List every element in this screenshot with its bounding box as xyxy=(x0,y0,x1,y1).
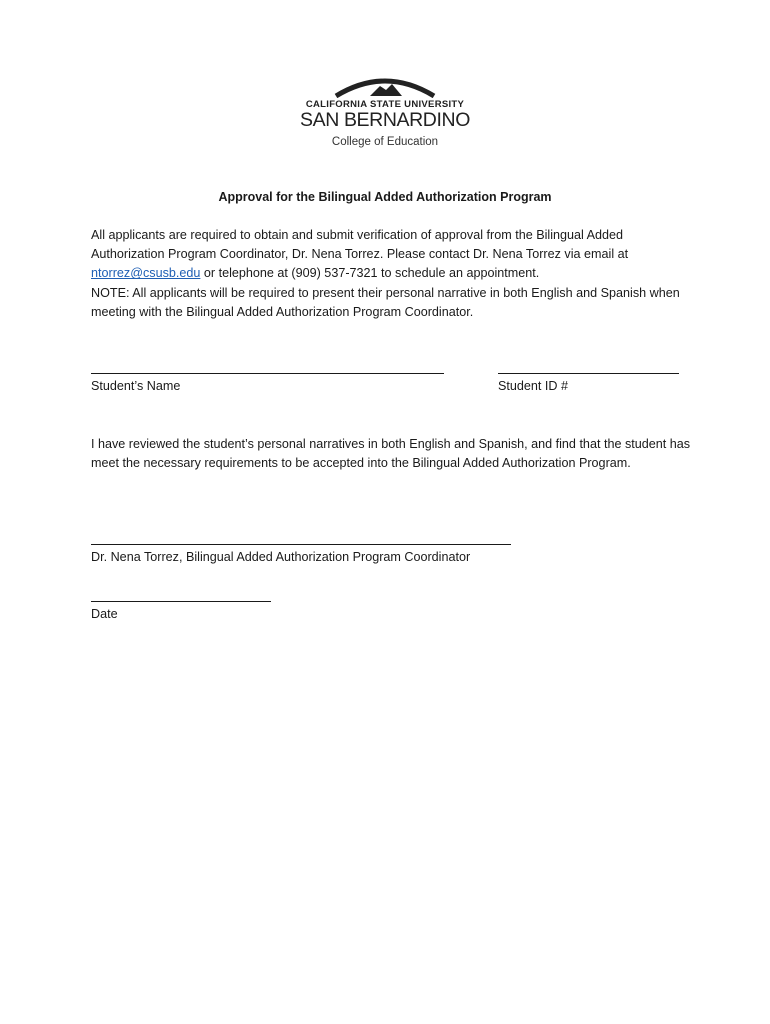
date-label: Date xyxy=(91,607,118,621)
logo-line-campus: SAN BERNARDINO xyxy=(300,109,470,131)
coordinator-signature-line[interactable] xyxy=(91,544,511,545)
date-signature-line[interactable] xyxy=(91,601,271,602)
review-paragraph: I have reviewed the student’s personal narratives in both English and Spanish, and find that the student has meet the necessary requirements to be accepted into the Bilingual Added Authorization Program. xyxy=(91,437,691,471)
student-id-label: Student ID # xyxy=(498,379,569,393)
coordinator-label: Dr. Nena Torrez, Bilingual Added Authorization Program Coordinator xyxy=(91,550,471,564)
email-link[interactable]: ntorrez@csusb.edu xyxy=(91,266,201,281)
intro-text: All applicants are required to obtain and submit verification of approval from the Bilingual Added Authorization Program Coordinator, Dr. Nena Torrez. Please contact Dr. Nena Torrez via email at xyxy=(91,228,629,262)
note-text: NOTE: All applicants will be required to present their personal narrative in both English and Spanish when meeting with the Bilingual Added Authorization Program Coordinator. xyxy=(91,285,680,319)
logo-line-university: CALIFORNIA STATE UNIVERSITY xyxy=(305,99,465,110)
intro-paragraph xyxy=(91,226,691,322)
student-name-signature-line[interactable] xyxy=(91,373,444,374)
intro-text-after-email: or telephone at (909) 537-7321 to schedule an appointment. xyxy=(200,266,540,281)
logo-line-college: College of Education xyxy=(331,136,439,148)
mountain-arc-icon xyxy=(330,72,440,98)
student-id-signature-line[interactable] xyxy=(498,373,679,374)
university-logo xyxy=(300,72,470,152)
document-title: Approval for the Bilingual Added Authorization Program xyxy=(218,190,552,204)
student-name-label: Student’s Name xyxy=(91,379,181,393)
